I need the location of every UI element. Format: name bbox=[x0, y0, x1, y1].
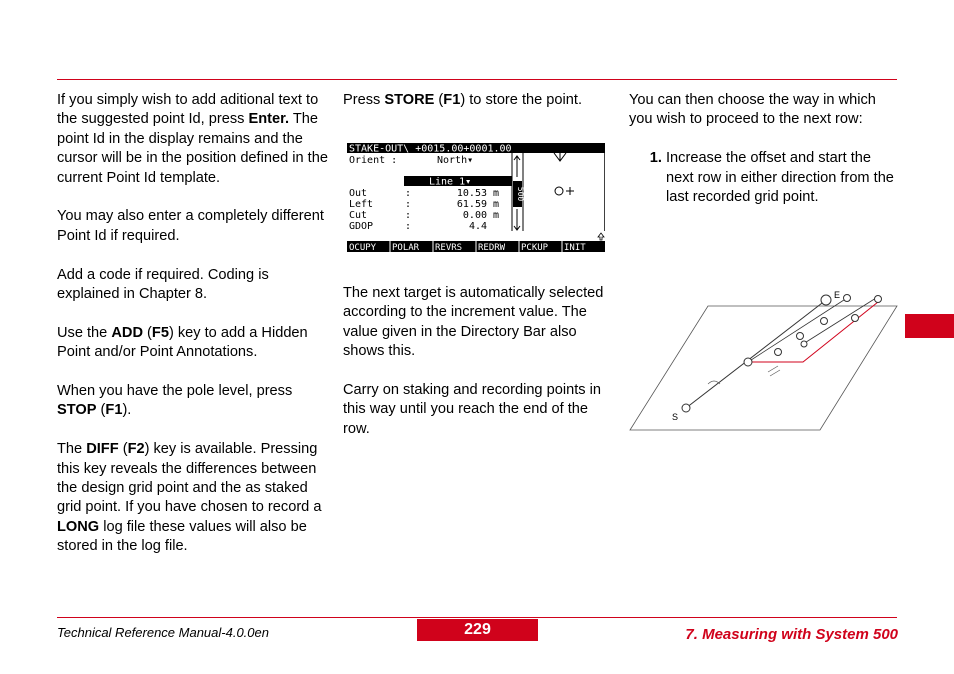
grid-point-icon bbox=[797, 333, 804, 340]
row-value-gdop: 4.4 bbox=[468, 221, 487, 232]
grid-point-icon bbox=[844, 295, 851, 302]
paragraph: You can then choose the way in which you wish to proceed to the next row: bbox=[629, 92, 876, 128]
row-label-cut: Cut bbox=[349, 210, 368, 221]
arrow-up-icon bbox=[514, 156, 520, 177]
paragraph: The DIFF (F2) key is available. Pressing this key reveals the differences between the design grid point and the as staked grid point. If you have chosen to record a LONG log file these values will also be stored in the log file. bbox=[57, 441, 322, 555]
grid-point-icon bbox=[775, 349, 782, 356]
paragraph: Press STORE (F1) to store the point. bbox=[343, 92, 583, 108]
footer-chapter-title: 7. Measuring with System 500 bbox=[685, 626, 898, 643]
paragraph: Use the ADD (F5) key to add a Hidden Point and/or Point Annotations. bbox=[57, 324, 308, 361]
chapter-tab bbox=[905, 314, 954, 338]
paragraph: Add a code if required. Coding is explained in Chapter 8. bbox=[57, 266, 269, 303]
footer-rule bbox=[57, 617, 897, 618]
instrument-screen bbox=[347, 143, 605, 255]
row-unit: m bbox=[493, 199, 500, 210]
paragraph: You may also enter a completely different Point Id if required. bbox=[57, 208, 324, 244]
row-sep: : bbox=[405, 188, 412, 199]
grid-point-icon bbox=[821, 318, 828, 325]
grid-point-icon bbox=[852, 315, 859, 322]
row-unit: m bbox=[493, 188, 500, 199]
target-point-icon bbox=[555, 187, 563, 195]
label-s: S bbox=[672, 412, 679, 422]
arrow-down-icon bbox=[514, 209, 520, 230]
row-sep: : bbox=[405, 199, 412, 210]
softkey-f1[interactable]: OCUPY bbox=[349, 243, 377, 253]
north-arrow-icon bbox=[554, 153, 566, 161]
numbered-list bbox=[629, 149, 901, 207]
column-right bbox=[629, 91, 901, 207]
hatch-icon bbox=[768, 366, 780, 376]
paragraph: The next target is automatically selected according to the increment value. The value given in the Directory Bar also shows this. bbox=[343, 285, 604, 360]
position-cross-icon bbox=[566, 187, 574, 195]
shift-icon bbox=[598, 233, 604, 240]
column-middle bbox=[343, 91, 615, 130]
orient-label: Orient : bbox=[349, 155, 398, 166]
grid-row-line bbox=[803, 298, 876, 344]
stakeout-path bbox=[748, 302, 878, 362]
header-rule bbox=[57, 79, 897, 80]
line-value: Line 1▾ bbox=[429, 176, 472, 188]
footer-manual-title: Technical Reference Manual-4.0.0en bbox=[57, 625, 269, 640]
scale-value: 500 bbox=[516, 186, 525, 202]
row-unit: m bbox=[493, 210, 500, 221]
orient-value[interactable]: North▾ bbox=[437, 155, 474, 166]
paragraph: If you simply wish to add aditional text to the suggested point Id, press Enter. The point Id in the display remains and the cursor will be in the position defined in the current Point Id template. bbox=[57, 92, 328, 186]
softkey-f3[interactable]: REVRS bbox=[435, 243, 463, 253]
label-e: E bbox=[834, 290, 841, 300]
grid-point-icon bbox=[875, 296, 882, 303]
row-sep: : bbox=[405, 221, 412, 232]
grid-row-line bbox=[748, 298, 847, 362]
row-label-gdop: GDOP bbox=[349, 221, 374, 232]
screen-title: STAKE-OUT\ +0015.00+0001.00 bbox=[349, 143, 512, 155]
softkey-f6[interactable]: INIT bbox=[564, 243, 586, 253]
column-left bbox=[57, 91, 329, 576]
list-item: 1. Increase the offset and start the next row in either direction from the last recorded grid point. bbox=[666, 149, 901, 207]
row-value-cut: 0.00 bbox=[462, 210, 487, 221]
softkey-f5[interactable]: PCKUP bbox=[521, 243, 549, 253]
row-value-out: 10.53 bbox=[456, 188, 487, 199]
grid-point-icon bbox=[801, 341, 807, 347]
grid-row-line bbox=[686, 300, 826, 408]
row-sep: : bbox=[405, 210, 412, 221]
grid-point-icon bbox=[744, 358, 752, 366]
ground-plane bbox=[630, 306, 897, 430]
grid-stakeout-diagram bbox=[628, 284, 900, 434]
row-label-out: Out bbox=[349, 188, 368, 199]
softkey-f4[interactable]: REDRW bbox=[478, 243, 506, 253]
row-value-left: 61.59 bbox=[456, 199, 487, 210]
paragraph: When you have the pole level, press STOP (F1). bbox=[57, 383, 293, 419]
page-number: 229 bbox=[417, 619, 538, 641]
softkey-f2[interactable]: POLAR bbox=[392, 243, 420, 253]
row-label-left: Left bbox=[349, 199, 374, 210]
end-point-icon bbox=[821, 295, 831, 305]
start-point-icon bbox=[682, 404, 690, 412]
column-middle-lower bbox=[343, 284, 615, 459]
paragraph: Carry on staking and recording points in this way until you reach the end of the row. bbox=[343, 382, 601, 437]
